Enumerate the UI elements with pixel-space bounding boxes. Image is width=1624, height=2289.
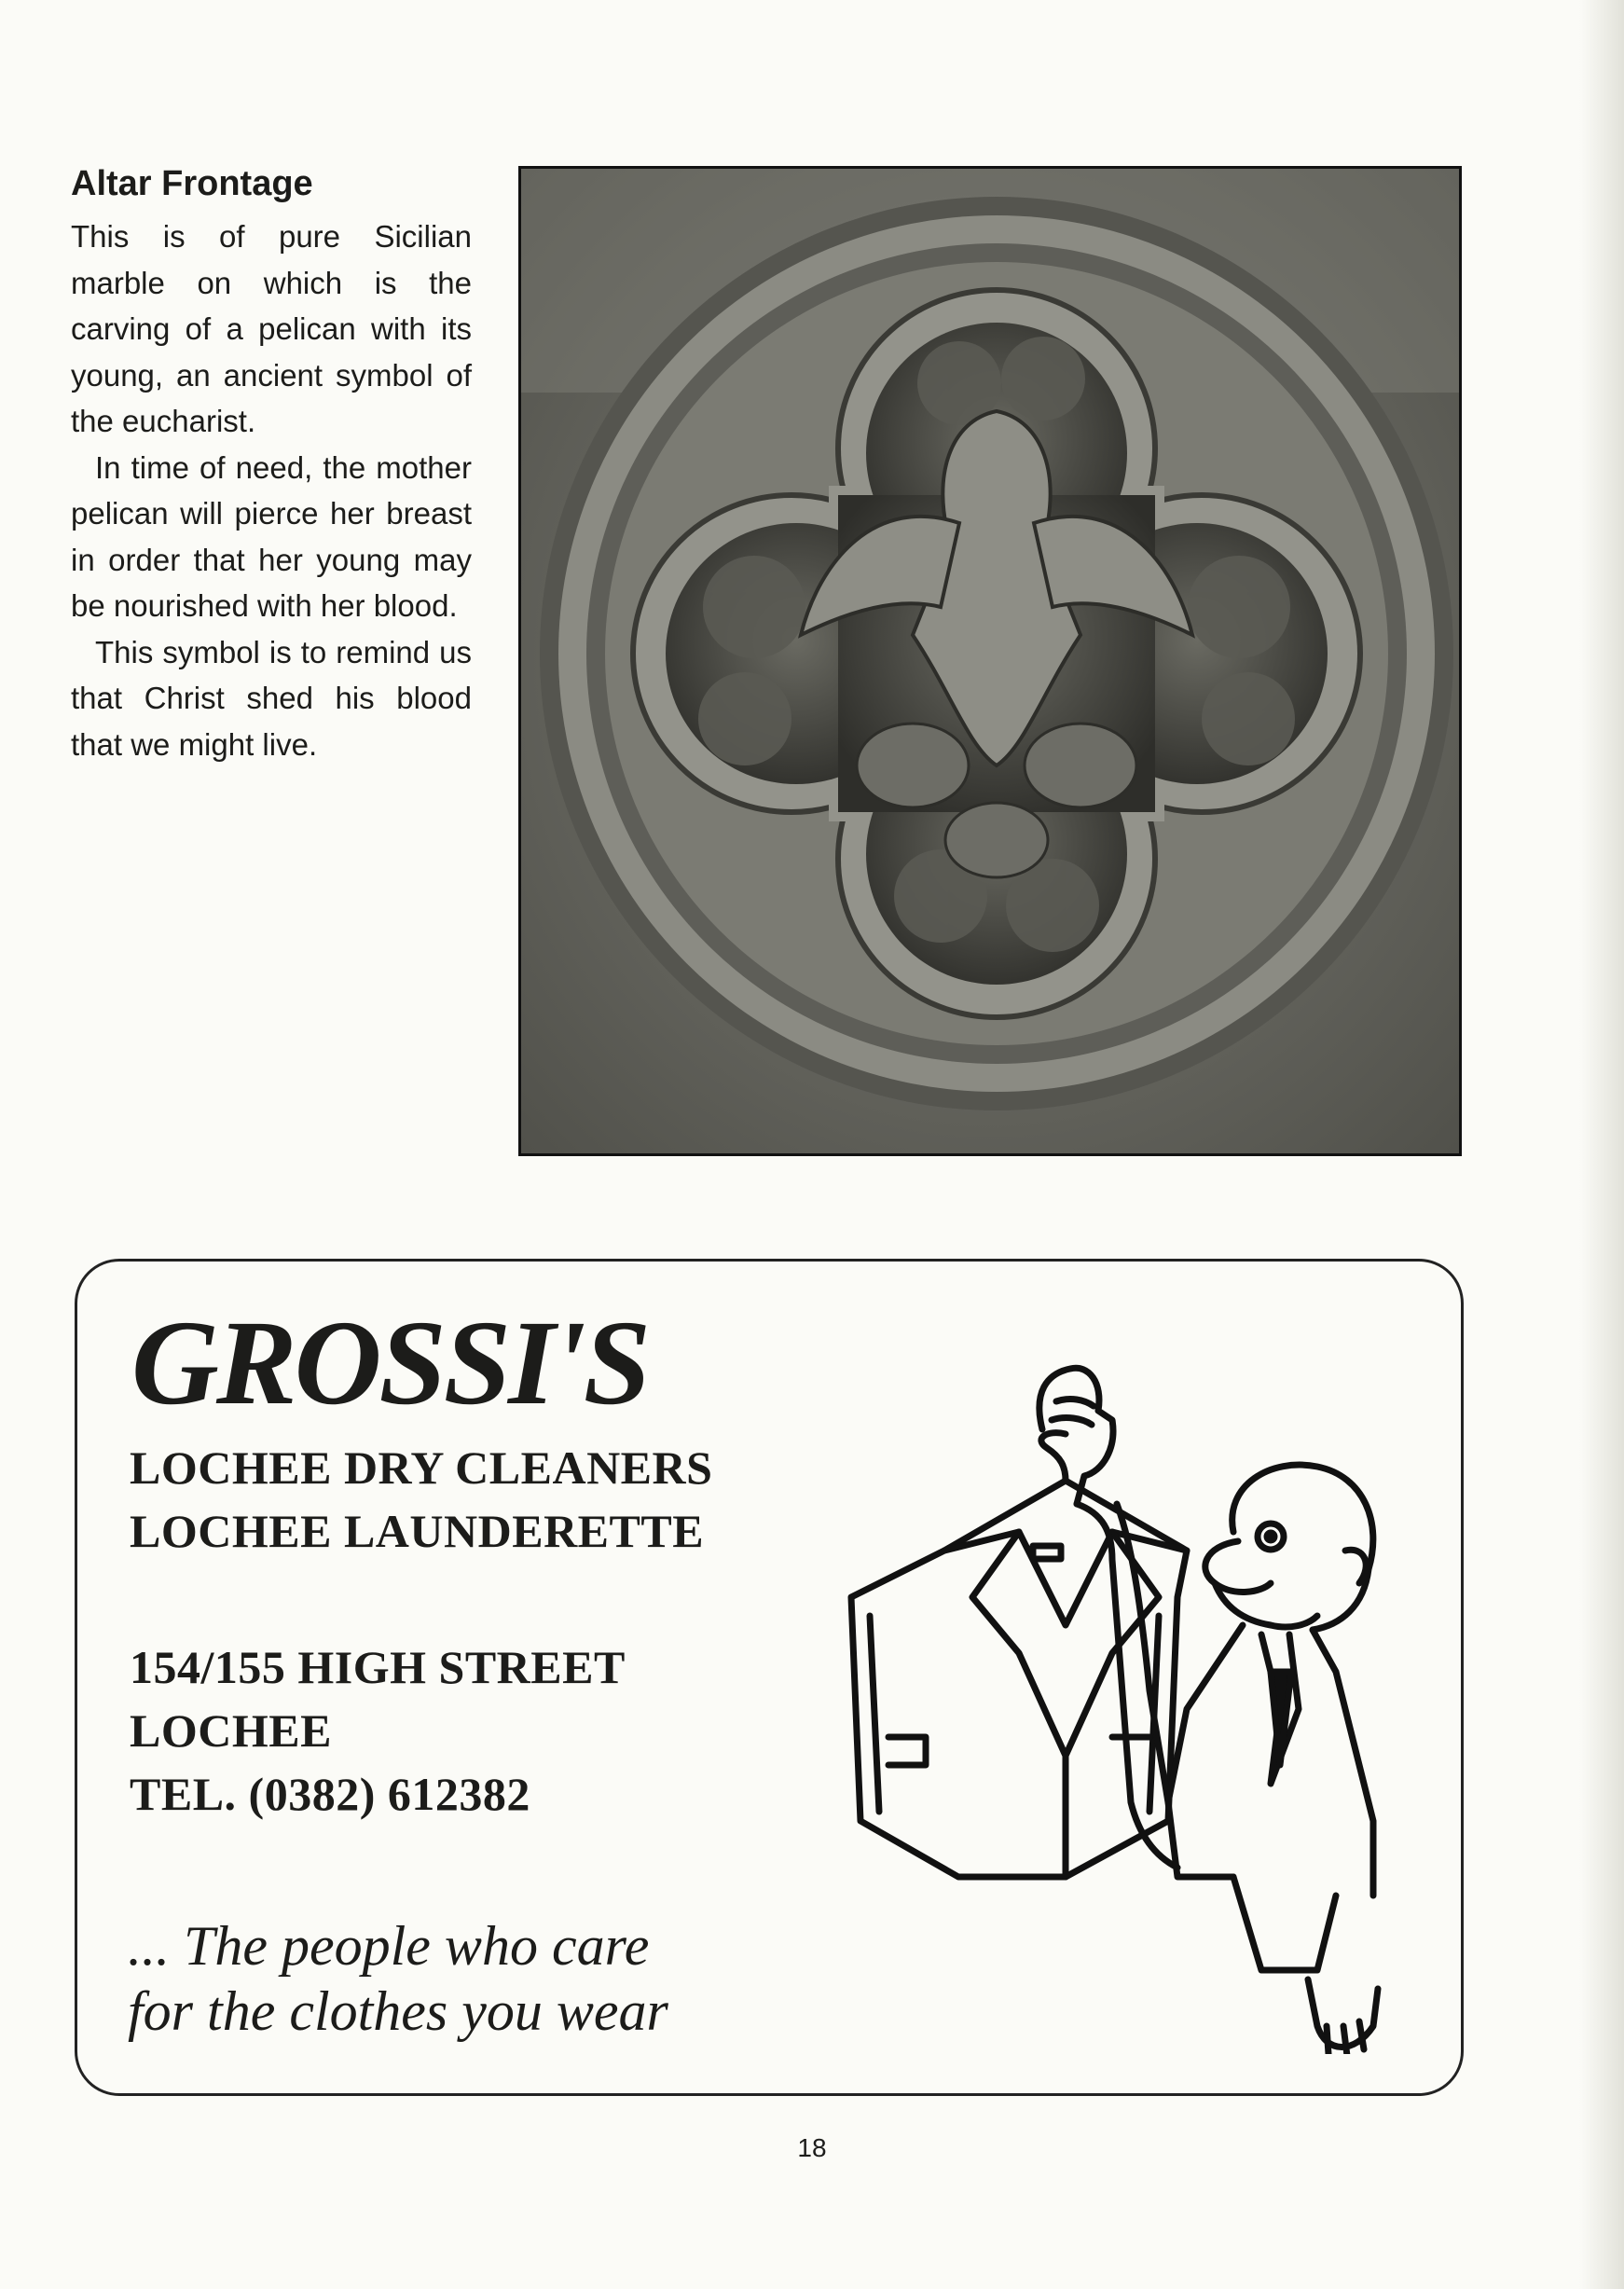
advert-slogan-line-1: ... The people who care	[128, 1915, 650, 1977]
article-paragraph-2: In time of need, the mother pelican will pierce her breast in order that her young may be nourished with her blood.	[71, 449, 472, 623]
advert-business-line-2: LOCHEE LAUNDERETTE	[130, 1505, 705, 1557]
page-number: 18	[797, 2133, 827, 2162]
altar-frontage-article	[71, 164, 472, 767]
advert-slogan-line-2: for the clothes you wear	[128, 1980, 668, 2042]
pelican-roundel-image	[521, 169, 1459, 1153]
article-paragraph-1: This is of pure Sicilian marble on which is the carving of a pelican with its young, an ancient symbol of the eucharist.	[71, 219, 472, 438]
cartoon-man-with-jacket-illustration	[833, 1317, 1392, 2054]
advert-telephone: TEL. (0382) 612382	[130, 1768, 530, 1820]
advert-address-street: 154/155 HIGH STREET	[130, 1641, 626, 1693]
page-edge-shadow	[1579, 0, 1624, 2289]
pelican-carving-photo	[518, 166, 1462, 1156]
article-paragraph-3: This symbol is to remind us that Christ shed his blood that we might live.	[71, 634, 472, 762]
article-title: Altar Frontage	[71, 164, 313, 203]
advert-business-line-1: LOCHEE DRY CLEANERS	[130, 1441, 713, 1494]
grossis-advertisement	[75, 1259, 1464, 2096]
advert-business-name: GROSSI'S	[131, 1296, 649, 1430]
advert-address-town: LOCHEE	[130, 1704, 332, 1757]
